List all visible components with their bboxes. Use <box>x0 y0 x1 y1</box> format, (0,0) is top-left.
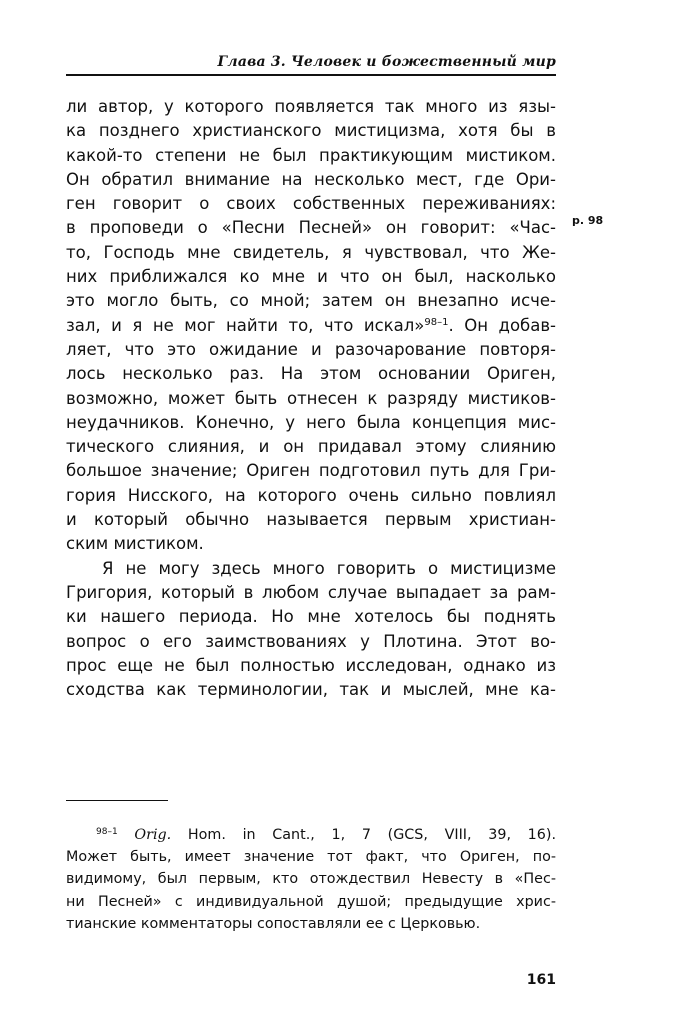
text-line: тического слияния, и он придавал этому слиянию <box>66 437 556 457</box>
footnote-mark: 98–1 <box>96 827 118 837</box>
footnote-line: ни Песней» с индивидуальной душой; предыдущие хрис- <box>66 893 556 910</box>
text-segment: зал, и я не мог найти то, что искал» <box>66 315 425 335</box>
text-line-with-note <box>66 314 556 338</box>
text-line: вопрос о его заимствованиях у Плотина. Этот во- <box>66 631 556 651</box>
text-line: то, Господь мне свидетель, я чувствовал, что Же- <box>66 242 556 262</box>
header-rule <box>66 74 556 76</box>
text-line: Я не могу здесь много говорить о мистицизме <box>102 558 556 578</box>
footnote-reference[interactable]: 98–1 <box>424 316 449 328</box>
footnote-source-abbrev: Orig. <box>134 827 172 843</box>
text-line: это могло быть, со мной; затем он внезапно исче- <box>66 291 556 311</box>
text-line: ляет, что это ожидание и разочарование повторя- <box>66 339 556 359</box>
text-line: возможно, может быть отнесен к разряду мистиков- <box>66 388 556 408</box>
text-line: прос еще не был полностью исследован, однако из <box>66 655 556 675</box>
text-line: ли автор, у которого появляется так много из язы- <box>66 97 556 116</box>
text-line: большое значение; Ориген подготовил путь для Гри- <box>66 461 556 481</box>
text-segment: . Он добав- <box>448 315 556 335</box>
text-line: неудачников. Конечно, у него была концепция мис- <box>66 412 556 432</box>
margin-page-reference: p. 98 <box>572 214 604 227</box>
text-line: ки нашего периода. Но мне хотелось бы поднять <box>66 607 556 627</box>
text-line: гория Нисского, на которого очень сильно повлиял <box>66 485 556 505</box>
main-text <box>66 95 556 702</box>
text-line: Григория, который в любом случае выпадает за рам- <box>66 582 556 602</box>
footnote-line: тианские комментаторы сопоставляли ее с Церковью. <box>66 915 481 932</box>
text-line: ген говорит о своих собственных переживаниях: <box>66 194 556 214</box>
text-line: в проповеди о «Песни Песней» он говорит: «Час- <box>66 218 556 238</box>
text-line: ским мистиком. <box>66 534 204 554</box>
text-line: них приближался ко мне и что он был, насколько <box>66 267 556 287</box>
text-line: какой-то степени не был практикующим мистиком. <box>66 145 556 165</box>
footnote-source: Hom. in Cant., 1, 7 (GCS, VIII, 39, 16). <box>171 827 556 843</box>
text-line: и который обычно называется первым христиан- <box>66 510 556 530</box>
text-line: Он обратил внимание на несколько мест, где Ори- <box>66 169 556 189</box>
text-line: сходства как терминологии, так и мыслей, мне ка- <box>66 680 556 700</box>
footnote-line: видимому, был первым, кто отождествил Невесту в «Пес- <box>66 871 556 888</box>
footnote-line: Может быть, имеет значение тот факт, что Ориген, по- <box>66 849 556 866</box>
footnote <box>66 824 556 935</box>
text-line: ка позднего христианского мистицизма, хотя бы в <box>66 121 556 141</box>
running-head: Глава 3. Человек и божественный мир <box>217 54 556 70</box>
footnote-line <box>66 824 556 846</box>
footnote-separator <box>66 800 168 801</box>
page-number: 161 <box>526 972 556 988</box>
text-line: лось несколько раз. На этом основании Ориген, <box>66 364 556 384</box>
